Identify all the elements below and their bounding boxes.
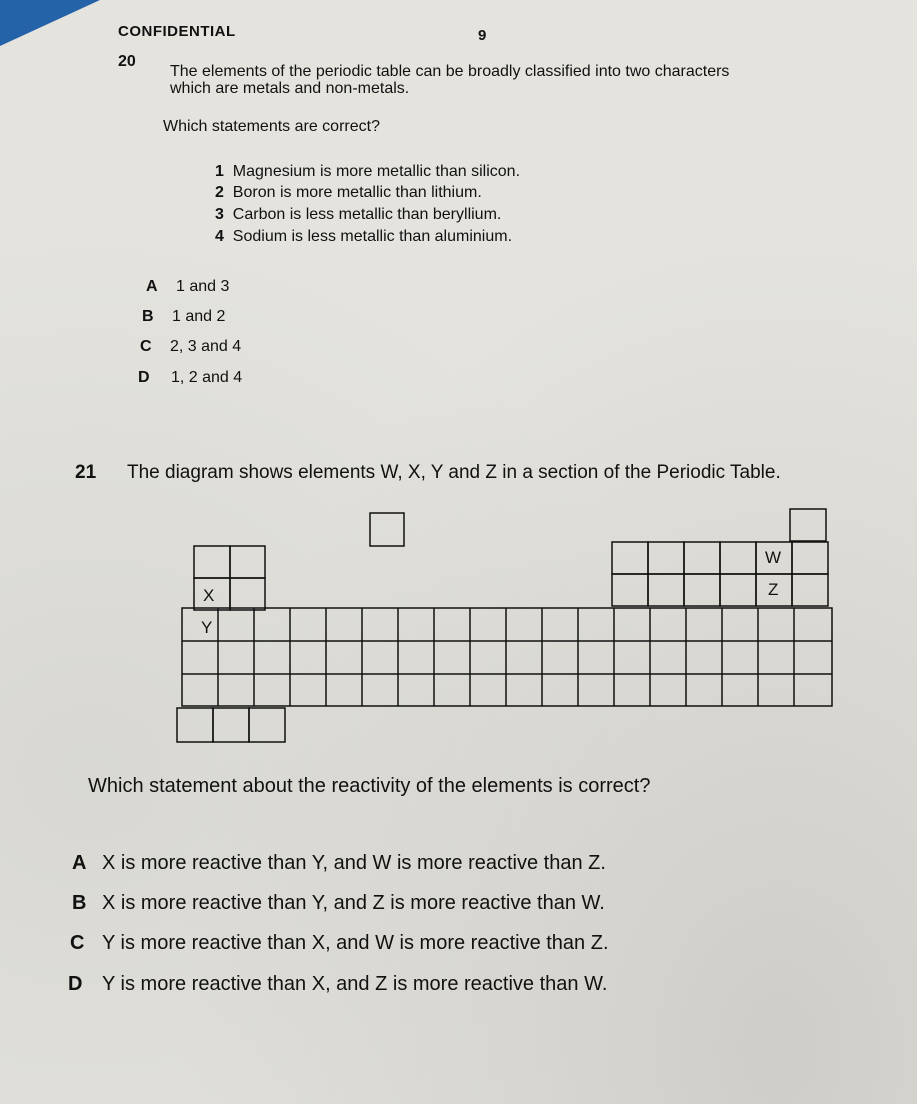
- q21-option-c[interactable]: [70, 932, 609, 955]
- element-w-label: W: [765, 548, 782, 567]
- option-letter: C: [70, 932, 85, 954]
- option-text: 2, 3 and 4: [170, 338, 242, 355]
- statement-text: Magnesium is more metallic than silicon.: [232, 163, 521, 180]
- option-text: Y is more reactive than X, and W is more reactive than Z.: [102, 932, 609, 954]
- period-6-left-cells: [177, 708, 285, 742]
- element-z-label: Z: [768, 580, 779, 599]
- q21-option-d[interactable]: [68, 973, 607, 996]
- period-2-left-cells: [194, 546, 265, 578]
- option-text: 1, 2 and 4: [171, 369, 243, 386]
- period-2-right-cells: [612, 542, 828, 574]
- statement-number: 1: [215, 163, 224, 180]
- helium-box: [790, 509, 826, 541]
- question-21-number: 21: [75, 462, 97, 483]
- option-letter: D: [138, 369, 150, 386]
- statement-number: 3: [215, 206, 224, 223]
- statement-text: Boron is more metallic than lithium.: [232, 184, 482, 201]
- question-20-stem-line2: which are metals and non-metals.: [170, 80, 410, 97]
- option-letter: A: [146, 278, 158, 295]
- statement-text: Carbon is less metallic than beryllium.: [232, 206, 502, 223]
- statement-number: 4: [215, 228, 224, 245]
- option-text: X is more reactive than Y, and Z is more reactive than W.: [102, 892, 605, 914]
- option-text: 1 and 2: [172, 308, 226, 325]
- confidential-header: CONFIDENTIAL: [118, 23, 236, 40]
- statement-text: Sodium is less metallic than aluminium.: [232, 228, 513, 245]
- statement-number: 2: [215, 184, 224, 201]
- period-3-right-cells: [612, 574, 828, 606]
- option-text: 1 and 3: [176, 278, 230, 295]
- element-y-label: Y: [201, 618, 213, 637]
- option-text: X is more reactive than Y, and W is more reactive than Z.: [102, 852, 606, 874]
- option-text: Y is more reactive than X, and Z is more reactive than W.: [102, 973, 608, 995]
- q21-option-a[interactable]: [72, 852, 606, 875]
- option-letter: D: [68, 973, 83, 995]
- question-20-prompt: Which statements are correct?: [163, 118, 380, 135]
- option-letter: B: [72, 892, 87, 914]
- question-21-stem: The diagram shows elements W, X, Y and Z in a section of the Periodic Table.: [127, 462, 781, 483]
- option-letter: C: [140, 338, 152, 355]
- hydrogen-box: [370, 513, 404, 546]
- option-letter: B: [142, 308, 154, 325]
- option-letter: A: [72, 852, 87, 874]
- q21-option-b[interactable]: [72, 892, 605, 915]
- page-number: 9: [478, 27, 487, 44]
- periods-4-5-grid: [182, 608, 832, 706]
- element-x-label: X: [203, 586, 215, 605]
- question-21-prompt: Which statement about the reactivity of the elements is correct?: [88, 775, 651, 797]
- question-20-number: 20: [118, 53, 136, 70]
- question-20-stem-line1: The elements of the periodic table can be broadly classified into two characters: [170, 63, 730, 80]
